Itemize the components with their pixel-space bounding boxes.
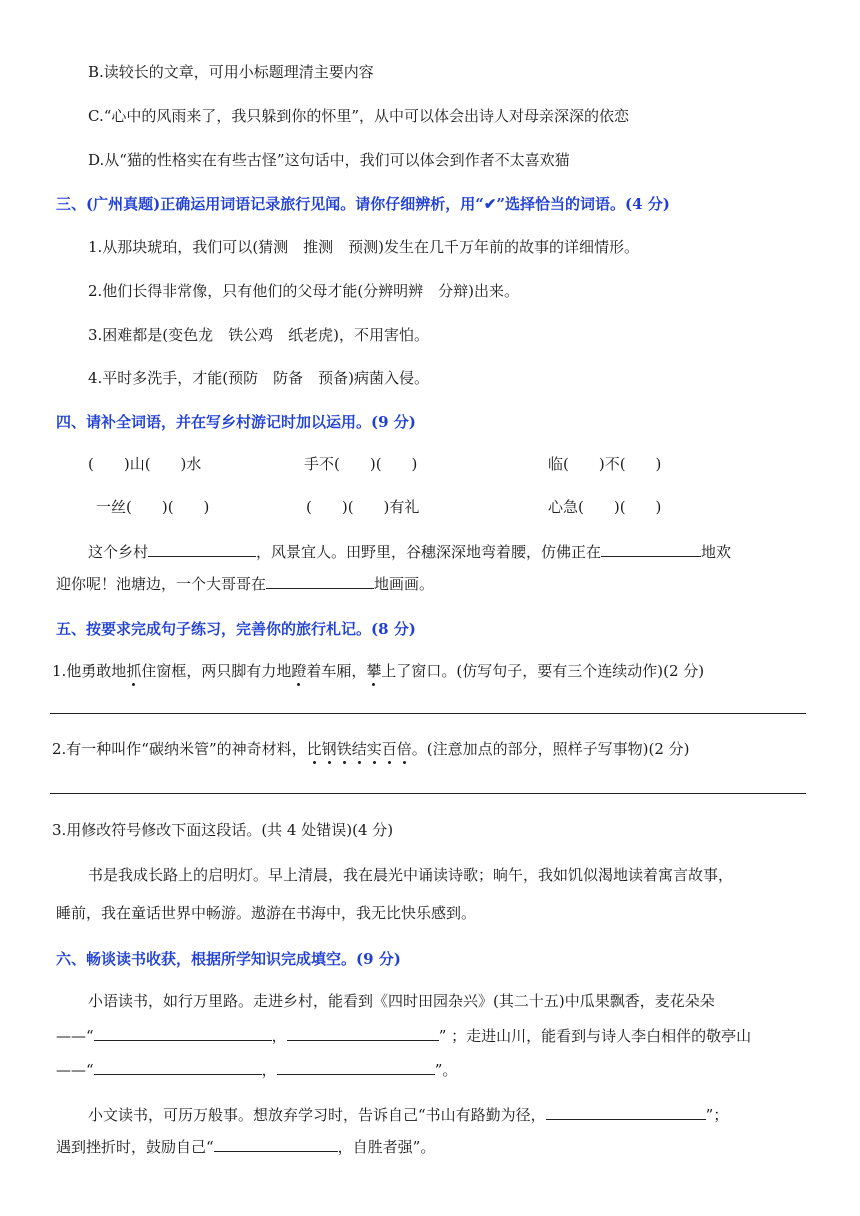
answer-blank[interactable] <box>546 1104 706 1120</box>
sec6-para1-line-2: ——“ ， ” ；走进山川，能看到与诗人李白相伴的敬亭山 <box>56 1027 752 1045</box>
check-mark-icon: ✔ <box>483 195 497 213</box>
sec4-paragraph-line-2: 迎你呢！池塘边，一个大哥哥在 地画画。 <box>56 575 435 593</box>
answer-blank[interactable] <box>94 1059 262 1075</box>
answer-blank[interactable] <box>287 1025 439 1041</box>
answer-line-2[interactable] <box>50 793 806 794</box>
answer-blank[interactable] <box>266 573 374 589</box>
sec3-item-2: 2.他们长得非常像，只有他们的父母才能(分辨明辨 分辩)出来。 <box>88 282 520 300</box>
sec3-item-4: 4.平时多洗手，才能(预防 防备 预备)病菌入侵。 <box>88 369 430 387</box>
sec5-question-3: 3.用修改符号修改下面这段话。(共 4 处错误)(4 分) <box>52 821 394 839</box>
section-3-heading: 三、(广州真题)正确运用词语记录旅行见闻。请你仔细辨析，用“✔”选择恰当的词语。(4 分) <box>56 195 670 213</box>
sec6-para1-line-1: 小语读书，如行万里路。走进乡村，能看到《四时田园杂兴》(其二十五)中瓜果飘香，麦花朵朵 <box>88 992 715 1010</box>
section-5-heading: 五、按要求完成句子练习，完善你的旅行札记。(8 分) <box>56 620 416 638</box>
answer-blank[interactable] <box>601 541 701 557</box>
sec4-paragraph-line-1: 这个乡村 ，风景宜人。田野里，谷穗深深地弯着腰，仿佛正在 地欢 <box>88 543 732 561</box>
sec6-para2-line-2: 遇到挫折时，鼓励自己“ ，自胜者强”。 <box>56 1138 436 1156</box>
option-b: B.读较长的文章，可用小标题理清主要内容 <box>88 63 374 81</box>
option-c: C.“心中的风雨来了，我只躲到你的怀里”，从中可以体会出诗人对母亲深深的依恋 <box>88 107 630 125</box>
passage-line-2: 睡前，我在童话世界中畅游。遨游在书海中，我无比快乐感到。 <box>56 904 477 922</box>
idiom-6: 心急( )( ) <box>548 498 662 516</box>
sec5-question-2: 2.有一种叫作“碳纳米管”的神奇材料，比钢铁结实百倍。(注意加点的部分，照样子写事物)(2 分) <box>52 740 690 758</box>
sec3-item-3: 3.困难都是(变色龙 铁公鸡 纸老虎)，不用害怕。 <box>88 326 430 344</box>
section-6-heading: 六、畅谈读书收获，根据所学知识完成填空。(9 分) <box>56 950 401 968</box>
idiom-1: ( )山( )水 <box>88 455 202 473</box>
answer-blank[interactable] <box>214 1136 338 1152</box>
section-4-heading: 四、请补全词语，并在写乡村游记时加以运用。(9 分) <box>56 413 416 431</box>
answer-blank[interactable] <box>277 1059 435 1075</box>
option-d: D.从“猫的性格实在有些古怪”这句话中，我们可以体会到作者不太喜欢猫 <box>88 151 570 169</box>
answer-blank[interactable] <box>148 541 256 557</box>
sec6-para1-line-3: ——“ ， ”。 <box>56 1061 458 1079</box>
idiom-2: 手不( )( ) <box>304 455 418 473</box>
passage-line-1: 书是我成长路上的启明灯。早上清晨，我在晨光中诵读诗歌；晌午，我如饥似渴地读着寓言故事， <box>88 866 734 884</box>
answer-line-1[interactable] <box>50 713 806 714</box>
sec6-para2-line-1: 小文读书，可历万般事。想放弃学习时，告诉自己“书山有路勤为径， ”； <box>88 1106 729 1124</box>
sec3-item-1: 1.从那块琥珀，我们可以(猜测 推测 预测)发生在几千万年前的故事的详细情形。 <box>88 238 640 256</box>
idiom-3: 临( )不( ) <box>548 455 662 473</box>
sec5-question-1: 1.他勇敢地抓住窗框，两只脚有力地蹬着车厢，攀上了窗口。(仿写句子，要有三个连续动作)(2 分) <box>52 662 705 680</box>
answer-blank[interactable] <box>94 1025 272 1041</box>
idiom-5: ( )( )有礼 <box>306 498 420 516</box>
idiom-4: 一丝( )( ) <box>96 498 210 516</box>
